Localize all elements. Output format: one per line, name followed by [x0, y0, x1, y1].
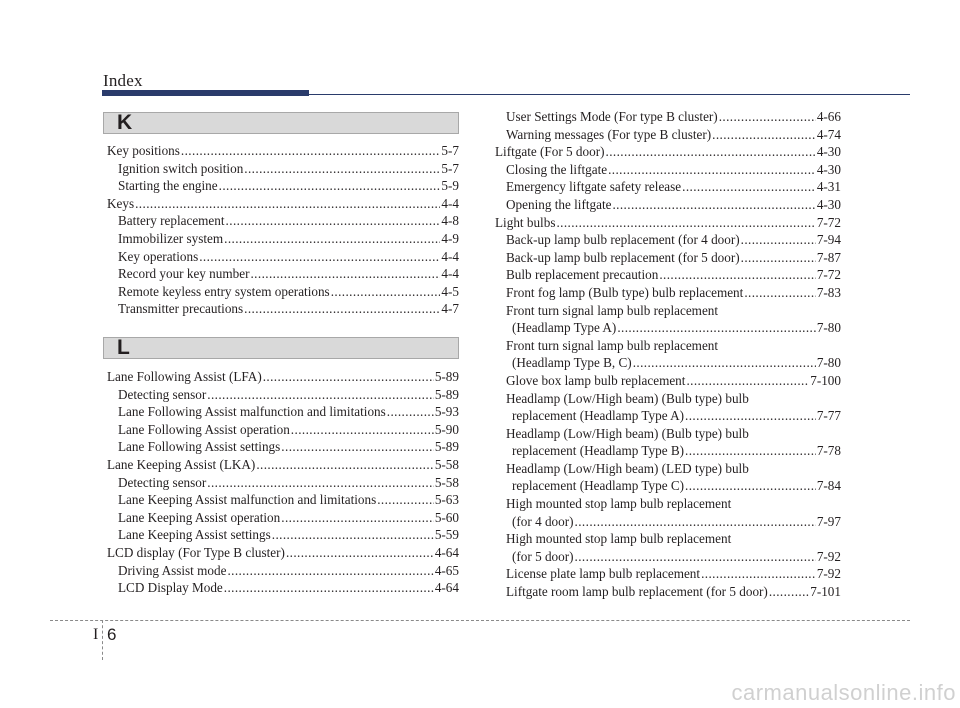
- index-entry-text: Ignition switch position: [118, 160, 244, 176]
- index-entry: [495, 460, 841, 478]
- index-entry: [495, 354, 841, 372]
- dot-leader: [719, 108, 816, 126]
- dot-leader: [377, 491, 434, 509]
- dot-leader: [135, 195, 440, 213]
- index-entry-page: 7-83: [816, 284, 841, 300]
- index-entry-page: 7-94: [816, 232, 841, 248]
- index-entry: [107, 421, 459, 439]
- dot-leader: [244, 300, 440, 318]
- index-entry: [107, 160, 459, 178]
- dot-leader: [633, 354, 816, 372]
- dot-leader: [686, 372, 809, 390]
- index-entry-page: 4-30: [816, 161, 841, 177]
- dot-leader: [227, 562, 433, 580]
- index-entry-text: Opening the liftgate: [506, 196, 612, 212]
- index-entry-page: 7-87: [816, 249, 841, 265]
- index-entry: [107, 438, 459, 456]
- dot-leader: [281, 438, 434, 456]
- index-entry: [107, 403, 459, 421]
- index-entry-text: LCD Display Mode: [118, 580, 223, 596]
- index-entry-page: 4-64: [434, 580, 459, 596]
- index-entry-page: 4-5: [441, 283, 459, 299]
- index-entry-text: Liftgate (For 5 door): [495, 144, 605, 160]
- index-entry-page: 4-9: [441, 230, 459, 246]
- index-entry-page: 5-58: [434, 474, 459, 490]
- index-entry: [495, 178, 841, 196]
- index-entry-page: 7-100: [810, 372, 841, 388]
- index-entry-text: Driving Assist mode: [118, 562, 227, 578]
- index-entry-page: 7-92: [816, 548, 841, 564]
- index-entry-text: Back-up lamp bulb replacement (for 5 door): [506, 249, 740, 265]
- index-entry-page: 4-31: [816, 179, 841, 195]
- index-header-title: Index: [103, 71, 143, 90]
- index-entry: [495, 249, 841, 267]
- index-entry: [107, 562, 459, 580]
- index-entry: [107, 212, 459, 230]
- footer-dashed-rule: [50, 620, 910, 621]
- dot-leader: [226, 212, 441, 230]
- index-entry: [107, 491, 459, 509]
- index-entry-page: 7-101: [810, 584, 841, 600]
- index-entry-text: (Headlamp Type A): [512, 320, 617, 336]
- dot-leader: [272, 526, 434, 544]
- index-entry-page: 4-65: [434, 562, 459, 578]
- index-entry-text: Lane Keeping Assist (LKA): [107, 456, 256, 472]
- dot-leader: [606, 143, 816, 161]
- index-entry-page: 7-80: [816, 320, 841, 336]
- index-entry: [107, 386, 459, 404]
- index-entry: [495, 583, 841, 601]
- index-entry: [495, 495, 841, 513]
- index-entry: [495, 407, 841, 425]
- index-entry: [495, 337, 841, 355]
- index-entry: [495, 284, 841, 302]
- index-entry: [495, 319, 841, 337]
- index-entry: [107, 300, 459, 318]
- index-entry-text: High mounted stop lamp bulb replacement: [506, 496, 732, 512]
- dot-leader: [769, 583, 809, 601]
- index-entry: [495, 161, 841, 179]
- index-entry-text: (for 4 door): [512, 513, 574, 529]
- index-entry-text: replacement (Headlamp Type A): [512, 408, 685, 424]
- index-entry-page: 7-92: [816, 566, 841, 582]
- index-entry-text: Liftgate room lamp bulb replacement (for 5 door): [506, 584, 768, 600]
- index-entry-text: Lane Following Assist malfunction and limitations: [118, 404, 386, 420]
- index-entry: [495, 390, 841, 408]
- right-entries-list: [495, 108, 841, 601]
- dot-leader: [387, 403, 434, 421]
- index-entry-text: Light bulbs: [495, 214, 556, 230]
- page-number: 6: [107, 625, 117, 644]
- index-entry: [495, 565, 841, 583]
- index-entry-text: License plate lamp bulb replacement: [506, 566, 701, 582]
- dot-leader: [331, 283, 441, 301]
- index-entry-page: 7-72: [816, 214, 841, 230]
- index-entry-page: 5-63: [434, 492, 459, 508]
- index-entry-text: Lane Keeping Assist malfunction and limitations: [118, 492, 377, 508]
- dot-leader: [291, 421, 434, 439]
- dot-leader: [281, 509, 434, 527]
- dot-leader: [685, 407, 816, 425]
- header-accent-bar: [102, 90, 309, 96]
- index-entry-page: 7-97: [816, 513, 841, 529]
- index-entry: [107, 579, 459, 597]
- index-entry-text: Lane Keeping Assist operation: [118, 509, 281, 525]
- index-entry-text: Back-up lamp bulb replacement (for 4 door): [506, 232, 740, 248]
- index-entry-text: Headlamp (Low/High beam) (Bulb type) bulb: [506, 425, 749, 441]
- dot-leader: [181, 142, 441, 160]
- index-entry-text: Glove box lamp bulb replacement: [506, 372, 686, 388]
- dot-leader: [244, 160, 440, 178]
- index-entry-text: Headlamp (Low/High beam) (Bulb type) bulb: [506, 390, 749, 406]
- footer-dashed-divider: [102, 620, 103, 660]
- index-entry: [107, 544, 459, 562]
- index-entry-text: Detecting sensor: [118, 474, 207, 490]
- index-entry-page: 5-7: [441, 143, 459, 158]
- index-entry-text: replacement (Headlamp Type B): [512, 443, 685, 459]
- index-entry-page: 4-4: [441, 248, 459, 264]
- index-entry-page: 7-77: [816, 408, 841, 424]
- index-entry-text: High mounted stop lamp bulb replacement: [506, 531, 732, 547]
- index-entry-text: Front turn signal lamp bulb replacement: [506, 337, 719, 353]
- dot-leader: [224, 230, 440, 248]
- index-entry-text: Transmitter precautions: [118, 301, 244, 317]
- index-entry-page: 5-90: [434, 421, 459, 437]
- dot-leader: [575, 513, 816, 531]
- index-entry: [495, 548, 841, 566]
- index-entry: [107, 456, 459, 474]
- index-entry: [107, 509, 459, 527]
- index-entry-page: 7-78: [816, 443, 841, 459]
- index-entry-text: Battery replacement: [118, 213, 225, 229]
- index-entry-text: replacement (Headlamp Type C): [512, 478, 685, 494]
- index-entry: [495, 266, 841, 284]
- section-letter-k: K: [117, 111, 133, 134]
- index-entry-page: 4-66: [816, 109, 841, 124]
- index-entry-text: Lane Following Assist settings: [118, 439, 281, 455]
- index-entry-page: 4-4: [441, 266, 459, 282]
- index-entry-text: LCD display (For Type B cluster): [107, 544, 285, 560]
- index-entry-page: 5-93: [434, 404, 459, 420]
- index-entry-page: 5-89: [434, 439, 459, 455]
- index-entry-page: 4-30: [816, 144, 841, 160]
- index-entry-page: 4-30: [816, 196, 841, 212]
- index-entry-page: 5-60: [434, 509, 459, 525]
- index-entry-page: 7-80: [816, 355, 841, 371]
- index-entry: [107, 368, 459, 386]
- index-entry: [495, 126, 841, 144]
- k-entries-list: [107, 142, 459, 318]
- index-entry: [107, 248, 459, 266]
- index-entry-page: 5-89: [434, 386, 459, 402]
- dot-leader: [682, 178, 816, 196]
- dot-leader: [556, 214, 815, 232]
- index-entry: [495, 425, 841, 443]
- index-entry: [495, 513, 841, 531]
- watermark-text: carmanualsonline.info: [731, 680, 956, 705]
- section-header-k: [103, 112, 459, 134]
- dot-leader: [286, 544, 434, 562]
- index-entry: [107, 526, 459, 544]
- dot-leader: [744, 284, 815, 302]
- index-entry: [495, 302, 841, 320]
- dot-leader: [741, 249, 816, 267]
- index-entry-page: 4-8: [441, 213, 459, 229]
- index-entry-text: Emergency liftgate safety release: [506, 179, 682, 195]
- dot-leader: [685, 442, 816, 460]
- index-entry-text: (Headlamp Type B, C): [512, 355, 632, 371]
- index-entry: [495, 477, 841, 495]
- index-entry: [107, 283, 459, 301]
- index-entry-text: Key operations: [118, 248, 199, 264]
- dot-leader: [207, 474, 434, 492]
- index-entry-text: Record your key number: [118, 266, 250, 282]
- index-entry-text: Detecting sensor: [118, 386, 207, 402]
- index-entry-page: 5-7: [441, 160, 459, 176]
- index-entry: [495, 143, 841, 161]
- index-entry-page: 4-7: [441, 301, 459, 317]
- index-entry: [107, 177, 459, 195]
- index-entry: [107, 230, 459, 248]
- index-entry-text: Starting the engine: [118, 178, 218, 194]
- dot-leader: [685, 477, 816, 495]
- dot-leader: [256, 456, 433, 474]
- page-section-roman: I: [93, 626, 99, 643]
- index-entry-page: 5-89: [434, 369, 459, 384]
- dot-leader: [219, 177, 441, 195]
- index-entry-page: 5-58: [434, 456, 459, 472]
- dot-leader: [608, 161, 816, 179]
- index-entry-text: User Settings Mode (For type B cluster): [506, 109, 718, 124]
- dot-leader: [617, 319, 816, 337]
- dot-leader: [199, 248, 440, 266]
- dot-leader: [659, 266, 815, 284]
- index-entry-page: 7-72: [816, 267, 841, 283]
- index-entry-page: 4-64: [434, 544, 459, 560]
- index-entry-page: 5-59: [434, 527, 459, 543]
- index-entry-text: Immobilizer system: [118, 230, 224, 246]
- index-entry: [107, 195, 459, 213]
- dot-leader: [612, 196, 815, 214]
- index-entry-text: Key positions: [107, 143, 180, 158]
- dot-leader: [701, 565, 816, 583]
- index-entry-page: 5-9: [441, 178, 459, 194]
- index-entry-text: Keys: [107, 195, 135, 211]
- dot-leader: [224, 579, 434, 597]
- dot-leader: [250, 265, 440, 283]
- index-entry-text: (for 5 door): [512, 548, 574, 564]
- index-entry-text: Closing the liftgate: [506, 161, 608, 177]
- index-entry: [495, 530, 841, 548]
- index-entry: [495, 108, 841, 126]
- index-entry: [495, 231, 841, 249]
- index-entry-text: Lane Following Assist operation: [118, 421, 290, 437]
- index-entry: [107, 142, 459, 160]
- index-entry: [495, 442, 841, 460]
- index-entry-text: Warning messages (For type B cluster): [506, 126, 712, 142]
- index-entry: [495, 372, 841, 390]
- dot-leader: [575, 548, 816, 566]
- index-entry: [495, 214, 841, 232]
- index-entry: [107, 474, 459, 492]
- dot-leader: [207, 386, 434, 404]
- index-entry-page: 4-74: [816, 126, 841, 142]
- header-rule: [309, 94, 910, 95]
- dot-leader: [712, 126, 816, 144]
- index-entry-text: Headlamp (Low/High beam) (LED type) bulb: [506, 460, 749, 476]
- dot-leader: [263, 368, 434, 386]
- index-entry: [495, 196, 841, 214]
- index-entry-text: Remote keyless entry system operations: [118, 283, 330, 299]
- section-header-l: [103, 337, 459, 359]
- index-entry-text: Front turn signal lamp bulb replacement: [506, 302, 719, 318]
- section-letter-l: L: [117, 336, 130, 359]
- l-entries-list: [107, 368, 459, 597]
- index-entry-text: Lane Following Assist (LFA): [107, 369, 262, 384]
- dot-leader: [741, 231, 816, 249]
- index-entry-text: Bulb replacement precaution: [506, 267, 659, 283]
- index-entry-text: Lane Keeping Assist settings: [118, 527, 271, 543]
- index-entry-page: 7-84: [816, 478, 841, 494]
- index-entry: [107, 265, 459, 283]
- index-entry-text: Front fog lamp (Bulb type) bulb replacement: [506, 284, 744, 300]
- index-entry-page: 4-4: [441, 195, 459, 211]
